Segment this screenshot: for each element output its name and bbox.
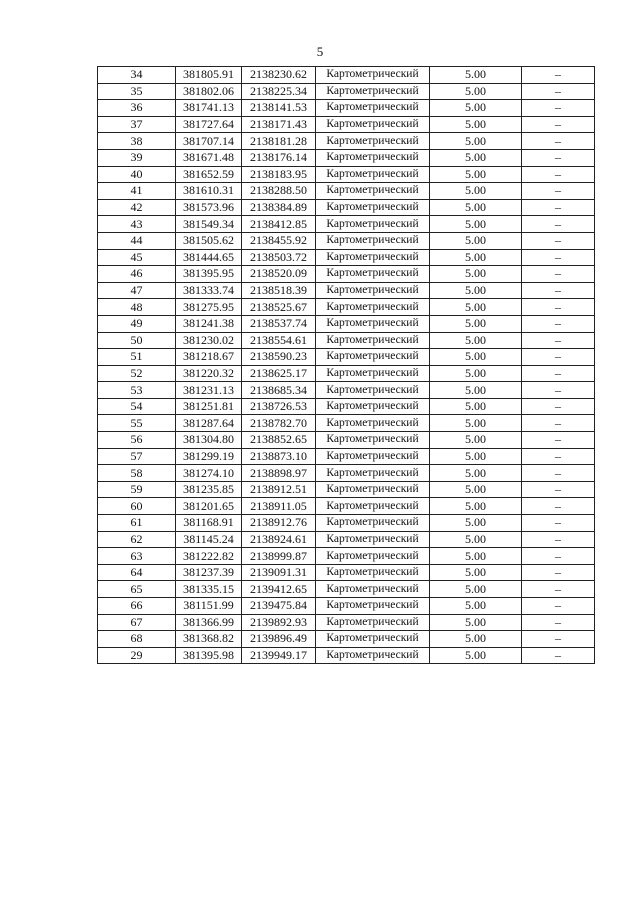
- accuracy-cell: 5.00: [430, 315, 522, 332]
- x-coordinate-cell: 381444.65: [176, 249, 242, 266]
- note-cell: –: [522, 614, 595, 631]
- accuracy-cell: 5.00: [430, 398, 522, 415]
- method-cell: Картометрический: [316, 614, 430, 631]
- accuracy-cell: 5.00: [430, 564, 522, 581]
- note-cell: –: [522, 266, 595, 283]
- x-coordinate-cell: 381652.59: [176, 166, 242, 183]
- page-number: 5: [316, 44, 324, 59]
- y-coordinate-cell: 2138230.62: [242, 67, 316, 84]
- x-coordinate-cell: 381201.65: [176, 498, 242, 515]
- y-coordinate-cell: 2138525.67: [242, 299, 316, 316]
- note-cell: –: [522, 531, 595, 548]
- method-cell: Картометрический: [316, 398, 430, 415]
- point-number-cell: 42: [98, 199, 176, 216]
- table-row: [98, 216, 595, 233]
- x-coordinate-cell: 381275.95: [176, 299, 242, 316]
- table-row: [98, 299, 595, 316]
- table-row: [98, 581, 595, 598]
- point-number-cell: 60: [98, 498, 176, 515]
- note-cell: –: [522, 100, 595, 117]
- point-number-cell: 68: [98, 631, 176, 648]
- note-cell: –: [522, 415, 595, 432]
- x-coordinate-cell: 381230.02: [176, 332, 242, 349]
- x-coordinate-cell: 381251.81: [176, 398, 242, 415]
- table-row: [98, 183, 595, 200]
- note-cell: –: [522, 548, 595, 565]
- method-cell: Картометрический: [316, 548, 430, 565]
- method-cell: Картометрический: [316, 631, 430, 648]
- accuracy-cell: 5.00: [430, 232, 522, 249]
- table-row: [98, 614, 595, 631]
- table-row: [98, 564, 595, 581]
- point-number-cell: 46: [98, 266, 176, 283]
- method-cell: Картометрический: [316, 133, 430, 150]
- y-coordinate-cell: 2139949.17: [242, 647, 316, 664]
- table-row: [98, 116, 595, 133]
- table-row: [98, 515, 595, 532]
- point-number-cell: 45: [98, 249, 176, 266]
- note-cell: –: [522, 647, 595, 664]
- y-coordinate-cell: 2138181.28: [242, 133, 316, 150]
- method-cell: Картометрический: [316, 149, 430, 166]
- table-row: [98, 315, 595, 332]
- x-coordinate-cell: 381333.74: [176, 282, 242, 299]
- point-number-cell: 29: [98, 647, 176, 664]
- method-cell: Картометрический: [316, 315, 430, 332]
- x-coordinate-cell: 381610.31: [176, 183, 242, 200]
- method-cell: Картометрический: [316, 67, 430, 84]
- y-coordinate-cell: 2138898.97: [242, 465, 316, 482]
- y-coordinate-cell: 2138141.53: [242, 100, 316, 117]
- y-coordinate-cell: 2138518.39: [242, 282, 316, 299]
- accuracy-cell: 5.00: [430, 83, 522, 100]
- method-cell: Картометрический: [316, 581, 430, 598]
- accuracy-cell: 5.00: [430, 332, 522, 349]
- table-row: [98, 232, 595, 249]
- y-coordinate-cell: 2139892.93: [242, 614, 316, 631]
- x-coordinate-cell: 381741.13: [176, 100, 242, 117]
- method-cell: Картометрический: [316, 598, 430, 615]
- y-coordinate-cell: 2138625.17: [242, 365, 316, 382]
- point-number-cell: 61: [98, 515, 176, 532]
- x-coordinate-cell: 381231.13: [176, 382, 242, 399]
- note-cell: –: [522, 481, 595, 498]
- x-coordinate-cell: 381220.32: [176, 365, 242, 382]
- method-cell: Картометрический: [316, 647, 430, 664]
- point-number-cell: 64: [98, 564, 176, 581]
- table-row: [98, 249, 595, 266]
- accuracy-cell: 5.00: [430, 166, 522, 183]
- note-cell: –: [522, 249, 595, 266]
- method-cell: Картометрический: [316, 183, 430, 200]
- y-coordinate-cell: 2138183.95: [242, 166, 316, 183]
- x-coordinate-cell: 381168.91: [176, 515, 242, 532]
- note-cell: –: [522, 149, 595, 166]
- x-coordinate-cell: 381222.82: [176, 548, 242, 565]
- y-coordinate-cell: 2138455.92: [242, 232, 316, 249]
- y-coordinate-cell: 2139475.84: [242, 598, 316, 615]
- accuracy-cell: 5.00: [430, 133, 522, 150]
- x-coordinate-cell: 381241.38: [176, 315, 242, 332]
- method-cell: Картометрический: [316, 515, 430, 532]
- accuracy-cell: 5.00: [430, 631, 522, 648]
- note-cell: –: [522, 349, 595, 366]
- table-row: [98, 432, 595, 449]
- x-coordinate-cell: 381505.62: [176, 232, 242, 249]
- table-row: [98, 133, 595, 150]
- y-coordinate-cell: 2139091.31: [242, 564, 316, 581]
- note-cell: –: [522, 631, 595, 648]
- table-row: [98, 631, 595, 648]
- note-cell: –: [522, 183, 595, 200]
- accuracy-cell: 5.00: [430, 548, 522, 565]
- accuracy-cell: 5.00: [430, 515, 522, 532]
- accuracy-cell: 5.00: [430, 299, 522, 316]
- accuracy-cell: 5.00: [430, 481, 522, 498]
- accuracy-cell: 5.00: [430, 432, 522, 449]
- accuracy-cell: 5.00: [430, 531, 522, 548]
- table-body: [98, 67, 595, 664]
- x-coordinate-cell: 381304.80: [176, 432, 242, 449]
- point-number-cell: 52: [98, 365, 176, 382]
- table-row: [98, 349, 595, 366]
- point-number-cell: 55: [98, 415, 176, 432]
- accuracy-cell: 5.00: [430, 614, 522, 631]
- table-row: [98, 365, 595, 382]
- y-coordinate-cell: 2138873.10: [242, 448, 316, 465]
- point-number-cell: 62: [98, 531, 176, 548]
- point-number-cell: 43: [98, 216, 176, 233]
- y-coordinate-cell: 2138288.50: [242, 183, 316, 200]
- accuracy-cell: 5.00: [430, 67, 522, 84]
- table-row: [98, 166, 595, 183]
- y-coordinate-cell: 2139896.49: [242, 631, 316, 648]
- x-coordinate-cell: 381274.10: [176, 465, 242, 482]
- x-coordinate-cell: 381395.98: [176, 647, 242, 664]
- method-cell: Картометрический: [316, 564, 430, 581]
- point-number-cell: 49: [98, 315, 176, 332]
- table-row: [98, 647, 595, 664]
- point-number-cell: 38: [98, 133, 176, 150]
- method-cell: Картометрический: [316, 299, 430, 316]
- table-row: [98, 100, 595, 117]
- note-cell: –: [522, 332, 595, 349]
- accuracy-cell: 5.00: [430, 498, 522, 515]
- point-number-cell: 57: [98, 448, 176, 465]
- note-cell: –: [522, 465, 595, 482]
- point-number-cell: 63: [98, 548, 176, 565]
- point-number-cell: 54: [98, 398, 176, 415]
- table-row: [98, 548, 595, 565]
- point-number-cell: 48: [98, 299, 176, 316]
- point-number-cell: 36: [98, 100, 176, 117]
- x-coordinate-cell: 381287.64: [176, 415, 242, 432]
- y-coordinate-cell: 2138912.76: [242, 515, 316, 532]
- accuracy-cell: 5.00: [430, 266, 522, 283]
- accuracy-cell: 5.00: [430, 100, 522, 117]
- note-cell: –: [522, 166, 595, 183]
- point-number-cell: 40: [98, 166, 176, 183]
- note-cell: –: [522, 515, 595, 532]
- accuracy-cell: 5.00: [430, 149, 522, 166]
- y-coordinate-cell: 2138999.87: [242, 548, 316, 565]
- method-cell: Картометрический: [316, 415, 430, 432]
- x-coordinate-cell: 381366.99: [176, 614, 242, 631]
- accuracy-cell: 5.00: [430, 581, 522, 598]
- point-number-cell: 53: [98, 382, 176, 399]
- point-number-cell: 51: [98, 349, 176, 366]
- y-coordinate-cell: 2138726.53: [242, 398, 316, 415]
- y-coordinate-cell: 2138912.51: [242, 481, 316, 498]
- x-coordinate-cell: 381573.96: [176, 199, 242, 216]
- accuracy-cell: 5.00: [430, 349, 522, 366]
- method-cell: Картометрический: [316, 266, 430, 283]
- method-cell: Картометрический: [316, 199, 430, 216]
- point-number-cell: 37: [98, 116, 176, 133]
- note-cell: –: [522, 199, 595, 216]
- y-coordinate-cell: 2138412.85: [242, 216, 316, 233]
- note-cell: –: [522, 299, 595, 316]
- x-coordinate-cell: 381707.14: [176, 133, 242, 150]
- x-coordinate-cell: 381235.85: [176, 481, 242, 498]
- method-cell: Картометрический: [316, 448, 430, 465]
- point-number-cell: 47: [98, 282, 176, 299]
- accuracy-cell: 5.00: [430, 365, 522, 382]
- method-cell: Картометрический: [316, 100, 430, 117]
- note-cell: –: [522, 398, 595, 415]
- table-row: [98, 598, 595, 615]
- table-row: [98, 498, 595, 515]
- x-coordinate-cell: 381727.64: [176, 116, 242, 133]
- y-coordinate-cell: 2138554.61: [242, 332, 316, 349]
- point-number-cell: 65: [98, 581, 176, 598]
- point-number-cell: 44: [98, 232, 176, 249]
- x-coordinate-cell: 381368.82: [176, 631, 242, 648]
- x-coordinate-cell: 381299.19: [176, 448, 242, 465]
- note-cell: –: [522, 133, 595, 150]
- note-cell: –: [522, 216, 595, 233]
- y-coordinate-cell: 2138171.43: [242, 116, 316, 133]
- point-number-cell: 41: [98, 183, 176, 200]
- note-cell: –: [522, 315, 595, 332]
- method-cell: Картометрический: [316, 116, 430, 133]
- point-number-cell: 59: [98, 481, 176, 498]
- table-row: [98, 332, 595, 349]
- accuracy-cell: 5.00: [430, 448, 522, 465]
- table-row: [98, 149, 595, 166]
- point-number-cell: 67: [98, 614, 176, 631]
- point-number-cell: 34: [98, 67, 176, 84]
- method-cell: Картометрический: [316, 166, 430, 183]
- method-cell: Картометрический: [316, 382, 430, 399]
- note-cell: –: [522, 67, 595, 84]
- x-coordinate-cell: 381395.95: [176, 266, 242, 283]
- point-number-cell: 50: [98, 332, 176, 349]
- accuracy-cell: 5.00: [430, 465, 522, 482]
- x-coordinate-cell: 381151.99: [176, 598, 242, 615]
- table-row: [98, 448, 595, 465]
- y-coordinate-cell: 2138384.89: [242, 199, 316, 216]
- y-coordinate-cell: 2138176.14: [242, 149, 316, 166]
- table-row: [98, 398, 595, 415]
- note-cell: –: [522, 382, 595, 399]
- table-row: [98, 266, 595, 283]
- method-cell: Картометрический: [316, 249, 430, 266]
- note-cell: –: [522, 365, 595, 382]
- x-coordinate-cell: 381335.15: [176, 581, 242, 598]
- note-cell: –: [522, 232, 595, 249]
- point-number-cell: 56: [98, 432, 176, 449]
- note-cell: –: [522, 498, 595, 515]
- method-cell: Картометрический: [316, 365, 430, 382]
- y-coordinate-cell: 2138911.05: [242, 498, 316, 515]
- table-row: [98, 415, 595, 432]
- accuracy-cell: 5.00: [430, 216, 522, 233]
- point-number-cell: 39: [98, 149, 176, 166]
- method-cell: Картометрический: [316, 83, 430, 100]
- y-coordinate-cell: 2138225.34: [242, 83, 316, 100]
- accuracy-cell: 5.00: [430, 647, 522, 664]
- accuracy-cell: 5.00: [430, 282, 522, 299]
- y-coordinate-cell: 2138503.72: [242, 249, 316, 266]
- table-row: [98, 481, 595, 498]
- accuracy-cell: 5.00: [430, 183, 522, 200]
- accuracy-cell: 5.00: [430, 598, 522, 615]
- note-cell: –: [522, 83, 595, 100]
- point-number-cell: 58: [98, 465, 176, 482]
- y-coordinate-cell: 2138852.65: [242, 432, 316, 449]
- accuracy-cell: 5.00: [430, 415, 522, 432]
- note-cell: –: [522, 432, 595, 449]
- y-coordinate-cell: 2138782.70: [242, 415, 316, 432]
- point-number-cell: 66: [98, 598, 176, 615]
- table-row: [98, 199, 595, 216]
- note-cell: –: [522, 448, 595, 465]
- y-coordinate-cell: 2138924.61: [242, 531, 316, 548]
- accuracy-cell: 5.00: [430, 249, 522, 266]
- accuracy-cell: 5.00: [430, 199, 522, 216]
- y-coordinate-cell: 2138537.74: [242, 315, 316, 332]
- note-cell: –: [522, 282, 595, 299]
- point-number-cell: 35: [98, 83, 176, 100]
- accuracy-cell: 5.00: [430, 382, 522, 399]
- method-cell: Картометрический: [316, 432, 430, 449]
- method-cell: Картометрический: [316, 232, 430, 249]
- x-coordinate-cell: 381145.24: [176, 531, 242, 548]
- method-cell: Картометрический: [316, 498, 430, 515]
- y-coordinate-cell: 2139412.65: [242, 581, 316, 598]
- x-coordinate-cell: 381805.91: [176, 67, 242, 84]
- y-coordinate-cell: 2138685.34: [242, 382, 316, 399]
- x-coordinate-cell: 381802.06: [176, 83, 242, 100]
- table-row: [98, 382, 595, 399]
- method-cell: Картометрический: [316, 481, 430, 498]
- table-row: [98, 67, 595, 84]
- table-row: [98, 465, 595, 482]
- x-coordinate-cell: 381671.48: [176, 149, 242, 166]
- method-cell: Картометрический: [316, 349, 430, 366]
- coordinates-table: [97, 66, 595, 664]
- y-coordinate-cell: 2138590.23: [242, 349, 316, 366]
- note-cell: –: [522, 116, 595, 133]
- table-row: [98, 531, 595, 548]
- x-coordinate-cell: 381549.34: [176, 216, 242, 233]
- x-coordinate-cell: 381218.67: [176, 349, 242, 366]
- method-cell: Картометрический: [316, 332, 430, 349]
- note-cell: –: [522, 581, 595, 598]
- method-cell: Картометрический: [316, 216, 430, 233]
- table-row: [98, 282, 595, 299]
- method-cell: Картометрический: [316, 282, 430, 299]
- accuracy-cell: 5.00: [430, 116, 522, 133]
- note-cell: –: [522, 598, 595, 615]
- table-row: [98, 83, 595, 100]
- note-cell: –: [522, 564, 595, 581]
- method-cell: Картометрический: [316, 465, 430, 482]
- x-coordinate-cell: 381237.39: [176, 564, 242, 581]
- method-cell: Картометрический: [316, 531, 430, 548]
- y-coordinate-cell: 2138520.09: [242, 266, 316, 283]
